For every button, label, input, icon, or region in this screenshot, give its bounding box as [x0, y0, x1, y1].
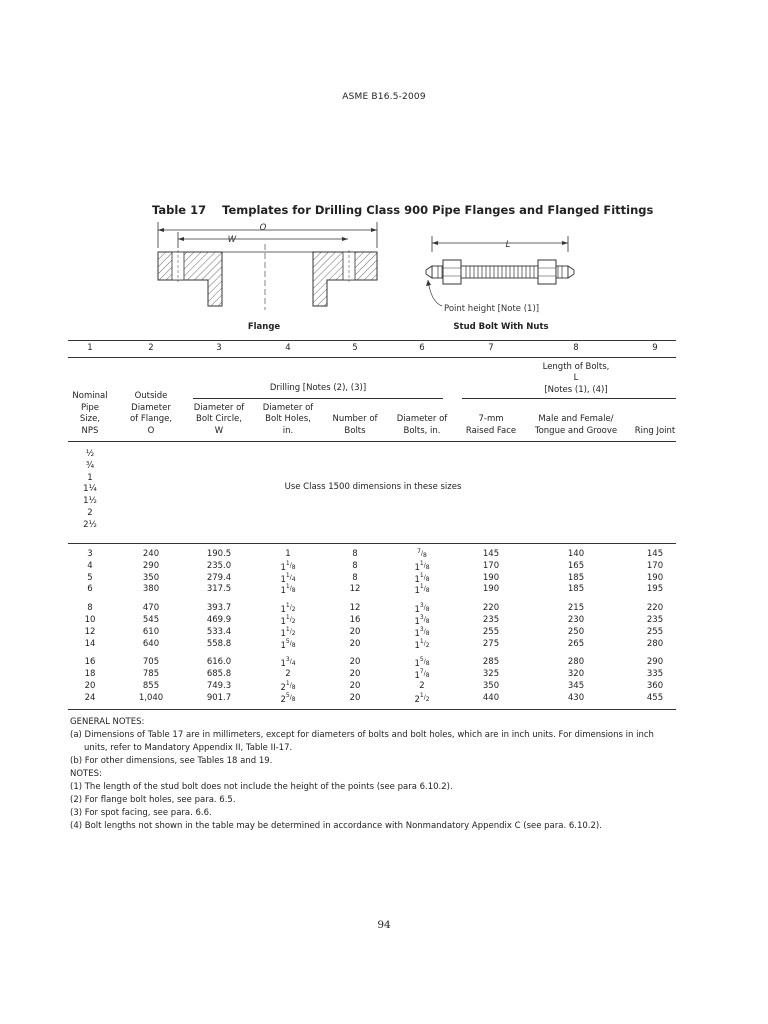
point-height-label: Point height [Note (1)]: [444, 304, 540, 314]
table-cell: 345: [567, 681, 585, 691]
table-cell: 2: [419, 681, 425, 691]
table-cell: 558.8: [206, 638, 232, 649]
table-cell: 20: [349, 638, 361, 649]
dim-label-o: O: [259, 223, 267, 233]
table-cell: 470: [142, 603, 160, 614]
table-cell: 320: [567, 669, 585, 680]
table-cell: 215: [567, 603, 585, 614]
note-1: (1) The length of the stud bolt does not include the height of the points (see para 6.10.2).: [70, 782, 453, 792]
table-cell: 285: [482, 657, 500, 668]
header-ring-joint: Ring Joint: [634, 425, 676, 436]
table-cell: 240: [142, 549, 160, 559]
table-cell: 335: [646, 669, 664, 680]
header-nps: Nominal Pipe Size, NPS: [72, 391, 108, 436]
table-cell: 290: [142, 560, 160, 571]
table-cell: 11/2: [280, 625, 296, 639]
table-cell: 6: [87, 584, 93, 595]
table-cell: 545: [142, 615, 160, 625]
table-cell: 533.4: [206, 626, 232, 637]
table-cell: 11/8: [280, 559, 296, 573]
column-number: 8: [573, 343, 579, 353]
table-cell: 8: [352, 572, 358, 583]
column-number: 5: [352, 343, 358, 353]
table-cell: 255: [646, 626, 664, 637]
table-cell: 25/8: [280, 691, 296, 705]
header-length-group: Length of Bolts, L [Notes (1), (4)]: [542, 361, 610, 395]
dim-label-l: L: [505, 240, 511, 250]
table-cell: 17/8: [414, 668, 430, 682]
table-cell: 616.0: [206, 657, 232, 668]
table-cell: 190.5: [206, 549, 232, 559]
table-cell: 220: [646, 603, 664, 614]
table-cell: 20: [84, 681, 96, 691]
table-cell: 640: [142, 638, 160, 649]
stud-caption: Stud Bolt With Nuts: [453, 322, 549, 332]
table-cell: 165: [567, 560, 585, 571]
table-cell: 265: [567, 638, 585, 649]
table-cell: 5: [87, 572, 93, 583]
table-cell: 12: [349, 584, 361, 595]
flange-caption: Flange: [247, 322, 281, 332]
table-cell: 230: [567, 615, 585, 625]
table-cell: 20: [349, 681, 361, 691]
table-cell: 8: [352, 549, 358, 559]
note-3: (3) For spot facing, see para. 6.6.: [70, 808, 212, 818]
table-cell: 20: [349, 626, 361, 637]
drilling-group-rule: [193, 398, 443, 399]
table-cell: 12: [84, 626, 96, 637]
column-number: 7: [488, 343, 494, 353]
small-size: 1: [87, 472, 93, 483]
table-title: [152, 203, 653, 217]
table-cell: 360: [646, 681, 664, 691]
header-bolt-holes: Diameter of Bolt Holes, in.: [262, 402, 314, 436]
table-cell: 170: [646, 560, 664, 571]
table-cell: 350: [482, 681, 500, 691]
table-cell: 8: [87, 603, 93, 614]
note-2: (2) For flange bolt holes, see para. 6.5.: [70, 795, 236, 805]
table-cell: 20: [349, 692, 361, 703]
header-outside-diameter: Outside Diameter of Flange, O: [129, 391, 173, 436]
table-cell: 13/8: [414, 614, 430, 627]
table-cell: 279.4: [206, 572, 232, 583]
table-cell: 11/4: [280, 571, 296, 585]
table-cell: 290: [646, 657, 664, 668]
general-note-b: (b) For other dimensions, see Tables 18 and 19.: [70, 756, 273, 766]
table-cell: 4: [87, 560, 93, 571]
table-cell: 220: [482, 603, 500, 614]
table-cell: 11/2: [414, 637, 430, 651]
table-cell: 190: [482, 572, 500, 583]
column-number: 2: [148, 343, 154, 353]
table-cell: 21/2: [414, 691, 430, 705]
table-cell: 15/8: [414, 656, 430, 670]
table-cell: 685.8: [206, 669, 232, 680]
small-size: 2½: [83, 519, 97, 530]
table-cell: 275: [482, 638, 500, 649]
table-cell: 8: [352, 560, 358, 571]
table-cell: 255: [482, 626, 500, 637]
note-4: (4) Bolt lengths not shown in the table may be determined in accordance with Nonmandatory Appendix C (see para. 6.10.2).: [70, 821, 602, 831]
table-title-text: Templates for Drilling Class 900 Pipe Flanges and Flanged Fittings: [222, 203, 654, 217]
table-cell: 3: [87, 549, 93, 559]
table-cell: 11/8: [280, 583, 296, 597]
header-drilling-group: Drilling [Notes (2), (3)]: [269, 383, 367, 393]
table-cell: 21/8: [280, 680, 296, 693]
table-cell: 455: [646, 692, 664, 703]
table-cell: 235: [482, 615, 500, 625]
column-number: 6: [419, 343, 425, 353]
table-cell: 440: [482, 692, 500, 703]
notes-heading: NOTES:: [70, 769, 102, 779]
table-cell: 185: [567, 572, 585, 583]
small-size: ¾: [85, 460, 95, 471]
table-cell: 13/8: [414, 602, 430, 616]
general-note-a: (a) Dimensions of Table 17 are in millimeters, except for diameters of bolts and bolt holes, which are in inch units. For dimensions in inch units, refer to Mandatory Appendix II, Table II-17.: [70, 730, 654, 753]
dim-label-w: W: [227, 235, 237, 245]
page-number: 94: [377, 919, 391, 931]
table-cell: 749.3: [206, 681, 232, 691]
table-cell: 14: [84, 638, 96, 649]
table-cell: 11/8: [414, 583, 430, 597]
table-cell: 145: [646, 549, 664, 559]
table-cell: 20: [349, 657, 361, 668]
table-cell: 855: [142, 681, 160, 691]
table-cell: 190: [482, 584, 500, 595]
column-number-rule: [68, 357, 676, 358]
document-header: ASME B16.5-2009: [342, 92, 426, 102]
table-cell: 16: [84, 657, 96, 668]
table-cell: 280: [567, 657, 585, 668]
header-raised-face: 7-mm Raised Face: [465, 414, 517, 436]
column-number: 1: [87, 343, 93, 353]
table-cell: 393.7: [206, 603, 232, 614]
length-group-rule: [462, 398, 676, 399]
table-number: Table 17: [152, 203, 207, 217]
table-cell: 170: [482, 560, 500, 571]
table-cell: 15/8: [280, 637, 296, 651]
table-cell: 195: [646, 584, 664, 595]
table-notes: [70, 716, 680, 833]
table-cell: 325: [482, 669, 500, 680]
table-cell: 317.5: [206, 584, 232, 595]
table-cell: 11/8: [414, 571, 430, 585]
small-size: 1½: [83, 496, 97, 507]
column-number: 3: [216, 343, 222, 353]
table-cell: 10: [84, 615, 96, 625]
header-number-of-bolts: Number of Bolts: [332, 414, 378, 436]
table-cell: 16: [349, 615, 361, 625]
table-cell: 11/2: [280, 614, 296, 627]
table-cell: 380: [142, 584, 160, 595]
table-cell: 235: [646, 615, 664, 625]
small-size: 2: [87, 508, 93, 518]
column-number: 9: [652, 343, 658, 353]
table-cell: 610: [142, 626, 160, 637]
stud-bolt-drawing: [426, 236, 574, 314]
table-cell: 705: [142, 657, 160, 668]
small-size: ½: [85, 449, 95, 459]
table-cell: 1: [285, 549, 291, 559]
header-bolt-circle: Diameter of Bolt Circle, W: [193, 402, 245, 436]
table-cell: 24: [84, 692, 96, 703]
general-notes-heading: GENERAL NOTES:: [70, 717, 145, 727]
table-cell: 280: [646, 638, 664, 649]
table-cell: 190: [646, 572, 664, 583]
table-cell: 350: [142, 572, 160, 583]
table-cell: 12: [349, 603, 361, 614]
table-cell: 13/4: [280, 656, 296, 670]
table-cell: 18: [84, 669, 96, 680]
small-size: 1¼: [83, 484, 97, 495]
table-cell: 13/8: [414, 625, 430, 639]
table-bottom-rule: [68, 709, 676, 710]
flange-and-bolt-figure: [150, 218, 610, 336]
table-cell: 430: [567, 692, 585, 703]
table-cell: 250: [567, 626, 585, 637]
table-cell: 1,040: [138, 692, 164, 703]
table-cell: 145: [482, 549, 500, 559]
table-cell: 785: [142, 669, 160, 680]
table-cell: 235.0: [206, 560, 232, 571]
table-cell: 140: [567, 549, 585, 559]
table-cell: 7/8: [417, 548, 427, 559]
small-sizes-rule: [68, 543, 676, 544]
table-top-rule: [68, 340, 676, 341]
header-bottom-rule: [68, 441, 676, 442]
column-number: 4: [285, 343, 291, 353]
table-cell: 469.9: [206, 615, 232, 625]
table-cell: 901.7: [206, 692, 232, 703]
table-cell: 11/2: [280, 602, 296, 616]
table-cell: 20: [349, 669, 361, 680]
header-male-female: Male and Female/ Tongue and Groove: [534, 414, 618, 436]
table-cell: 185: [567, 584, 585, 595]
table-cell: 2: [285, 669, 291, 680]
table-cell: 11/8: [414, 559, 430, 573]
header-bolt-diameter: Diameter of Bolts, in.: [396, 414, 448, 436]
flange-drawing: [158, 222, 377, 310]
small-sizes-note: Use Class 1500 dimensions in these sizes: [284, 482, 462, 492]
